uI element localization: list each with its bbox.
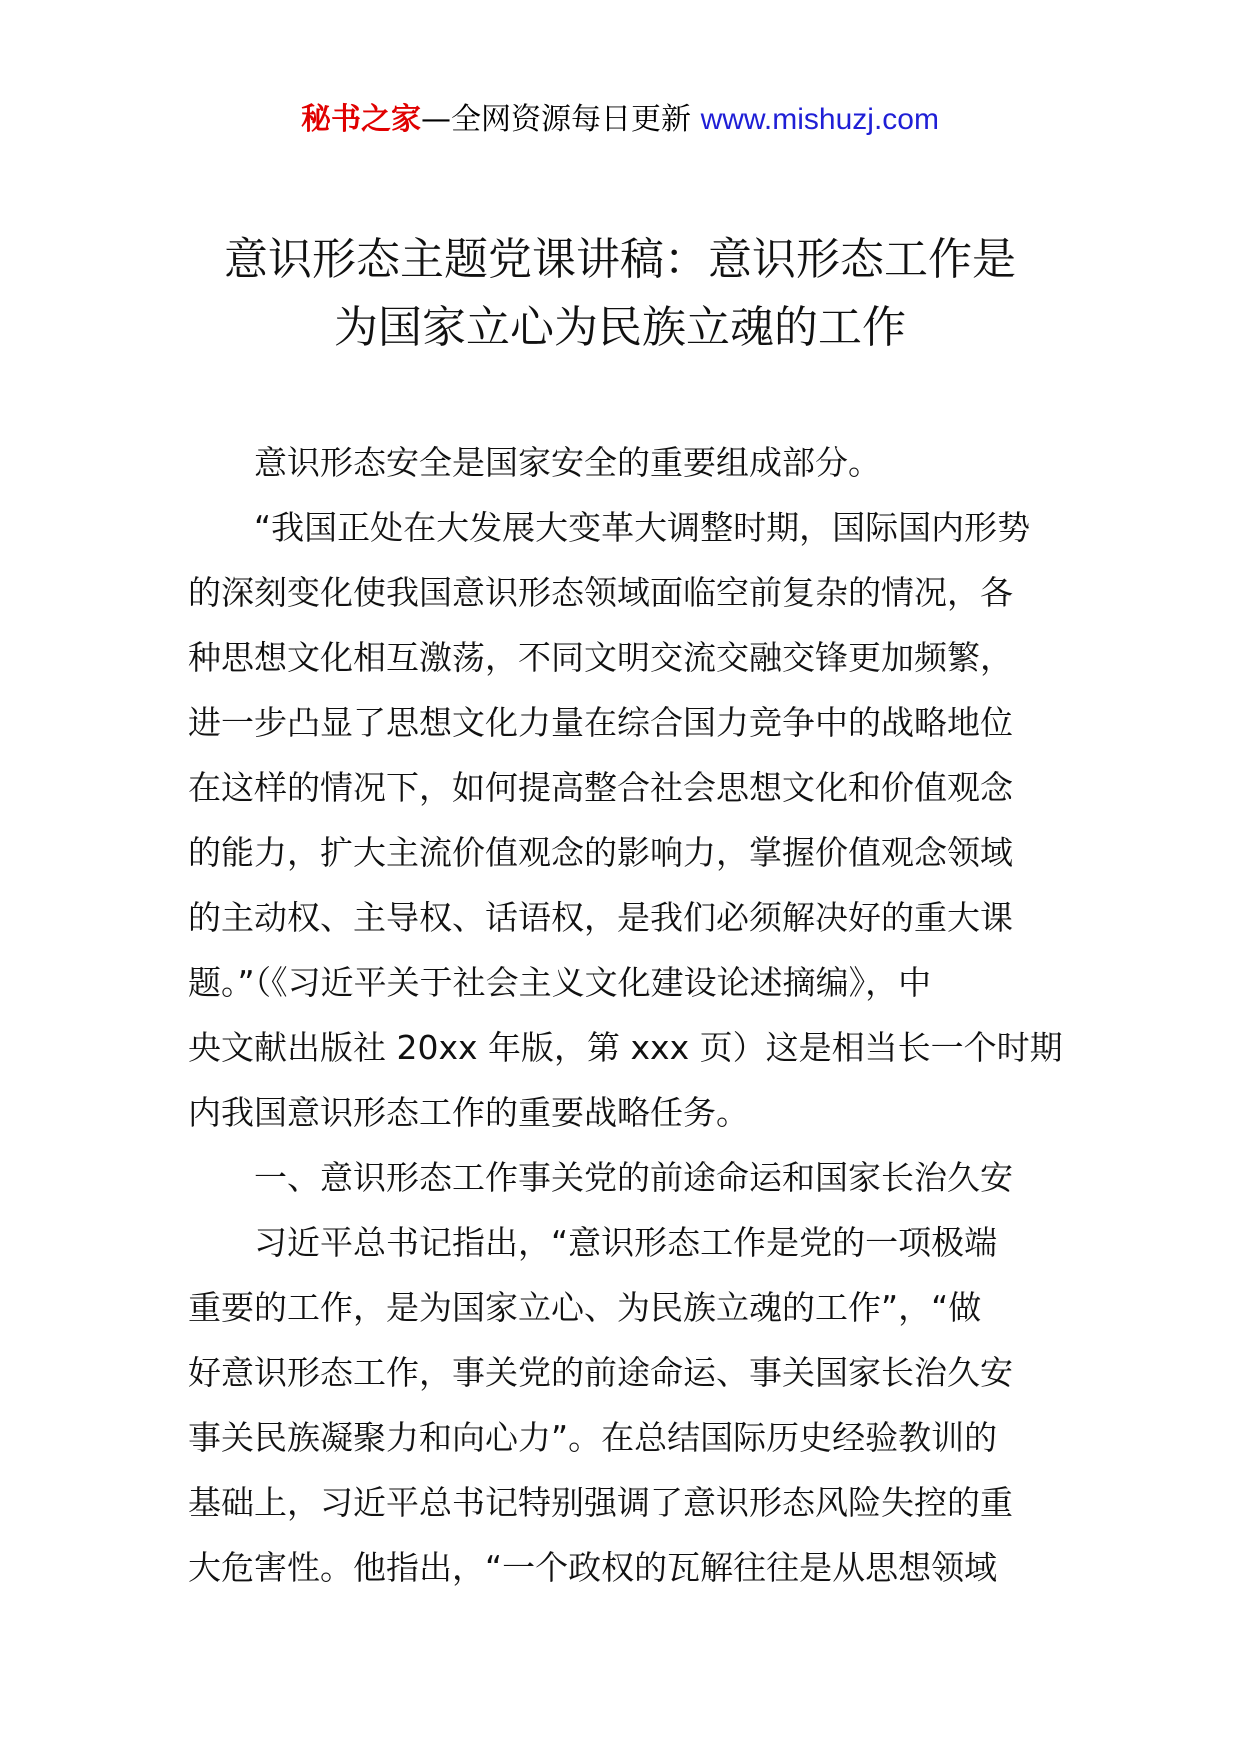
brand-name: 秘书之家 <box>301 102 422 137</box>
paragraph-line: 习近平总书记指出，“意识形态工作是党的一项极端 <box>254 1223 998 1262</box>
paragraph-line: 央文献出版社 20xx 年版，第 xxx 页）这是相当长一个时期 <box>188 1028 1063 1067</box>
banner-tagline: —全网资源每日更新 <box>421 102 701 137</box>
site-banner <box>0 100 1240 140</box>
paragraph-line: 大危害性。他指出，“一个政权的瓦解往往是从思想领域 <box>188 1548 998 1587</box>
paragraph-line: 意识形态安全是国家安全的重要组成部分。 <box>254 443 881 482</box>
paragraph-line: 事关民族凝聚力和向心力”。在总结国际历史经验教训的 <box>188 1418 998 1457</box>
site-url-link[interactable]: www.mishuzj.com <box>700 103 939 136</box>
document-body <box>188 430 1063 1600</box>
paragraph-line: 题。”（《习近平关于社会主义文化建设论述摘编》，中 <box>188 963 932 1002</box>
paragraph-line: 种思想文化相互激荡，不同文明交流交融交锋更加频繁， <box>188 638 1013 677</box>
paragraph-line: “我国正处在大发展大变革大调整时期，国际国内形势 <box>254 508 1031 547</box>
document-title <box>100 226 1140 362</box>
paragraph-line: 好意识形态工作，事关党的前途命运、事关国家长治久安 <box>188 1353 1013 1392</box>
paragraph-line: 内我国意识形态工作的重要战略任务。 <box>188 1093 749 1132</box>
paragraph-line: 在这样的情况下，如何提高整合社会思想文化和价值观念 <box>188 768 1013 807</box>
section-heading: 一、意识形态工作事关党的前途命运和国家长治久安 <box>254 1158 1013 1197</box>
paragraph-line: 的主动权、主导权、话语权，是我们必须解决好的重大课 <box>188 898 1013 937</box>
title-line: 为国家立心为民族立魂的工作 <box>334 302 906 353</box>
paragraph-line: 进一步凸显了思想文化力量在综合国力竞争中的战略地位 <box>188 703 1013 742</box>
title-line: 意识形态主题党课讲稿：意识形态工作是 <box>224 234 1016 285</box>
paragraph-line: 的能力，扩大主流价值观念的影响力，掌握价值观念领域 <box>188 833 1013 872</box>
paragraph-line: 基础上，习近平总书记特别强调了意识形态风险失控的重 <box>188 1483 1013 1522</box>
paragraph-line: 的深刻变化使我国意识形态领域面临空前复杂的情况，各 <box>188 573 1013 612</box>
paragraph-line: 重要的工作，是为国家立心、为民族立魂的工作”，“做 <box>188 1288 982 1327</box>
